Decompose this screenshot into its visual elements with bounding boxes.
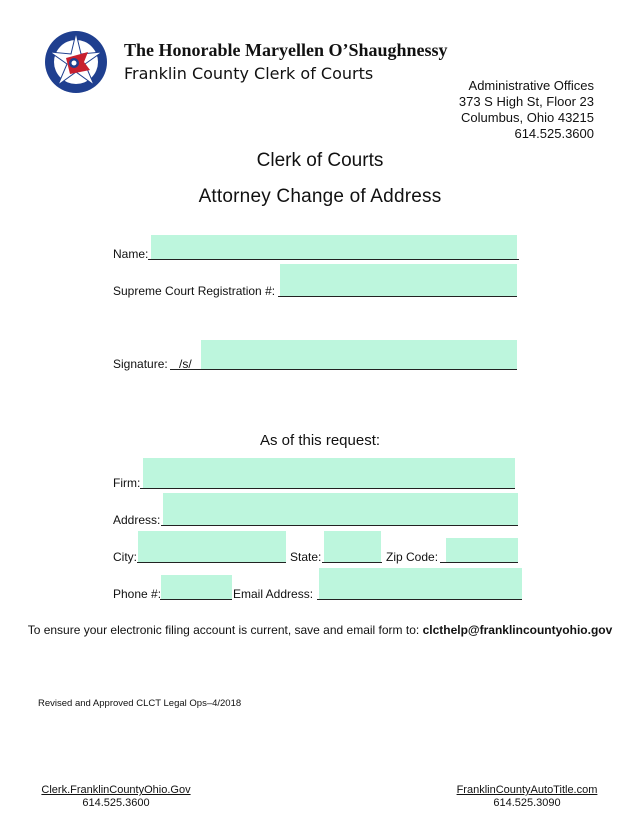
address-underline xyxy=(161,525,518,526)
office-name: Franklin County Clerk of Courts xyxy=(124,64,374,83)
state-field[interactable] xyxy=(324,531,381,562)
office-phone: 614.525.3600 xyxy=(514,126,594,141)
official-name: The Honorable Maryellen O’Shaughnessy xyxy=(124,40,448,60)
office-line1: Administrative Offices xyxy=(468,78,594,93)
help-email: clcthelp@franklincountyohio.gov xyxy=(422,623,613,637)
name-label: Name: xyxy=(113,247,149,261)
zip-field[interactable] xyxy=(446,538,518,562)
email-field[interactable] xyxy=(319,568,522,599)
office-address xyxy=(459,78,594,142)
as-of-heading: As of this request: xyxy=(259,432,381,449)
footer-right xyxy=(452,784,602,810)
office-line3: Columbus, Ohio 43215 xyxy=(461,110,594,125)
city-label: City: xyxy=(113,550,137,564)
name-field[interactable] xyxy=(151,235,517,259)
phone-label: Phone #: xyxy=(113,587,162,601)
phone-field[interactable] xyxy=(161,575,232,599)
instruction-note xyxy=(0,623,640,637)
state-label: State: xyxy=(290,550,322,564)
address-field[interactable] xyxy=(163,493,518,525)
firm-underline xyxy=(140,488,515,489)
autotitle-phone: 614.525.3090 xyxy=(493,797,561,809)
revision-note: Revised and Approved CLCT Legal Ops–4/2018 xyxy=(38,698,242,709)
autotitle-website-link[interactable]: FranklinCountyAutoTitle.com xyxy=(456,784,598,796)
registration-field[interactable] xyxy=(280,264,517,296)
firm-label: Firm: xyxy=(113,476,141,490)
city-underline xyxy=(137,562,286,563)
firm-field[interactable] xyxy=(143,458,515,488)
instruction-text: To ensure your electronic filing account is current, save and email form to: xyxy=(27,623,423,637)
signature-field[interactable] xyxy=(201,340,517,369)
county-seal-logo xyxy=(44,30,108,94)
phone-underline xyxy=(160,599,232,600)
clerk-website-link[interactable]: Clerk.FranklinCountyOhio.Gov xyxy=(41,784,191,796)
zip-underline xyxy=(440,562,518,563)
email-label: Email Address: xyxy=(233,587,314,601)
registration-underline xyxy=(278,296,517,297)
name-underline xyxy=(148,259,519,260)
clerk-phone: 614.525.3600 xyxy=(82,797,150,809)
email-underline xyxy=(317,599,522,600)
signature-underline xyxy=(170,369,517,370)
office-line2: 373 S High St, Floor 23 xyxy=(458,94,594,109)
address-label: Address: xyxy=(113,513,161,527)
registration-label: Supreme Court Registration #: xyxy=(113,284,276,298)
state-underline xyxy=(322,562,382,563)
city-field[interactable] xyxy=(138,531,286,562)
form-title: Attorney Change of Address xyxy=(198,186,442,207)
signature-label: Signature: xyxy=(113,357,168,371)
signature-prefix: /s/ xyxy=(179,357,192,371)
page-title: Clerk of Courts xyxy=(256,150,384,171)
zip-label: Zip Code: xyxy=(386,550,439,564)
footer-left xyxy=(40,784,192,810)
